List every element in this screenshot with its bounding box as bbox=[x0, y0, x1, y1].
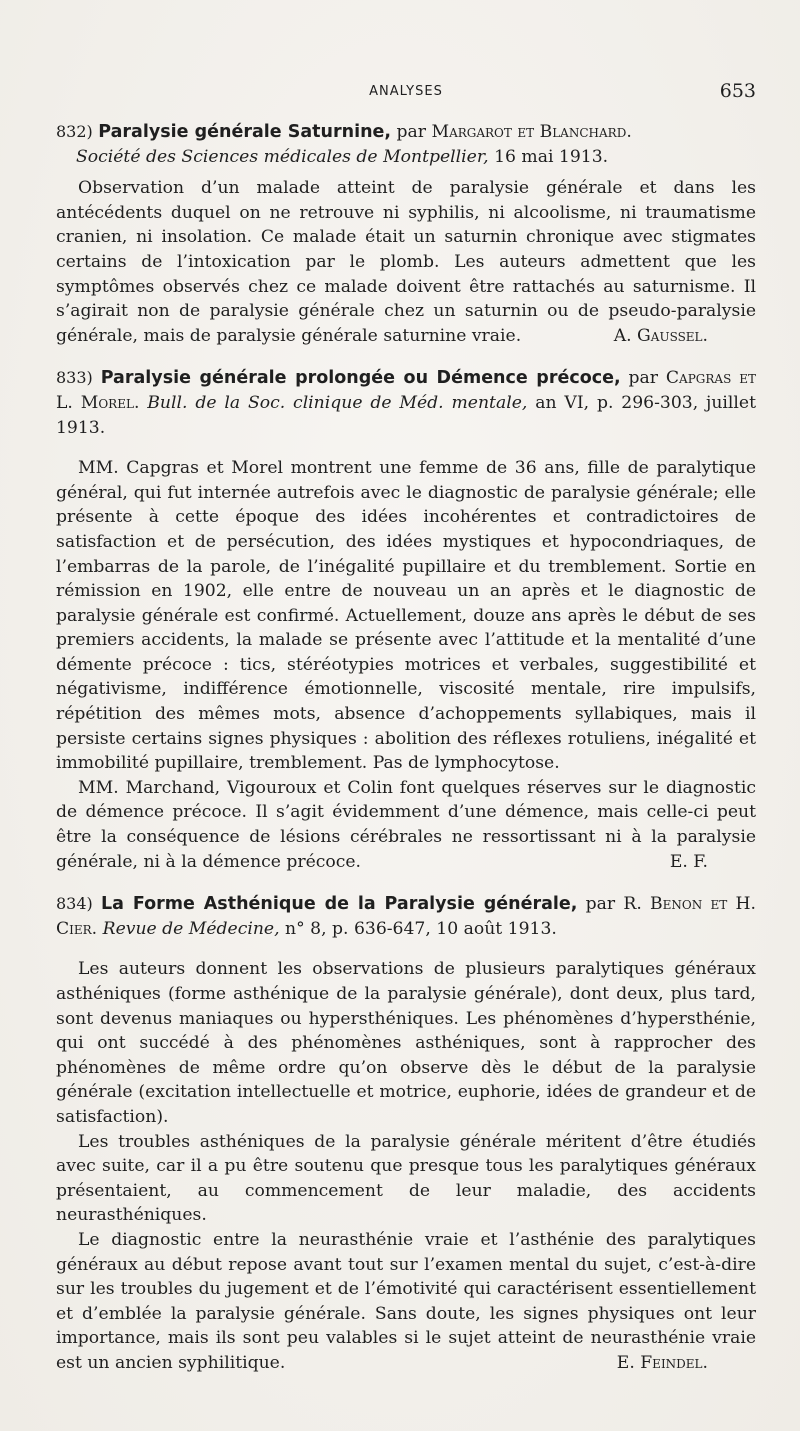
entry-paragraph: MM. Marchand, Vigouroux et Colin font quelques réserves sur le diagnostic de démence précoce. Il s’agit évidemment d’une démence, mais celle-ci peut être la conséquence de lésions cérébrales ne ressortissant ni à la paralysie générale, ni à la démence précoce. E. F. bbox=[56, 776, 756, 874]
entry-832 bbox=[56, 120, 756, 348]
entry-heading bbox=[56, 892, 756, 941]
entry-heading bbox=[56, 366, 756, 440]
page-number: 653 bbox=[719, 80, 756, 102]
entry-paragraph: Les auteurs donnent les observations de plusieurs paralytiques généraux asthéniques (forme asthénique de la paralysie générale), dont deux, plus tard, sont devenus maniaques ou hypersthéniques. Les phénomènes d’hypersthénie, qui ont succédé à des phénomènes asthéniques, sont à rapprocher des phénomènes de même ordre qu’on observe dès le début de la paralysie générale (excitation intellectuelle et motrice, euphorie, idées de grandeur et de satisfaction). bbox=[56, 959, 756, 1127]
entry-date: an VI, p. 296-303, juillet 1913. bbox=[56, 392, 756, 438]
entry-title: La Forme Asthénique de la Paralysie générale, bbox=[101, 894, 578, 915]
entry-paragraph: Observation d’un malade atteint de paralysie générale et dans les antécédents duquel on ne retrouve ni syphilis, ni alcoolisme, ni traumatisme cranien, ni insolation. Ce malade était un saturnin chronique avec stigmates certains de l’intoxication par le plomb. Les auteurs admettent que les symptômes observés chez ce malade doivent être rattachés au saturnisme. Il s’agirait non de paralysie générale chez un saturnin ou de pseudo-paralysie générale, mais de paralysie générale saturnine vraie. A. Gaussel. bbox=[56, 176, 756, 348]
entry-authors: Margarot et Blanchard. bbox=[431, 122, 632, 142]
entry-signature: E. F. bbox=[669, 851, 708, 872]
page-content bbox=[56, 120, 756, 1376]
entry-834 bbox=[56, 892, 756, 1375]
entry-source: Bull. de la Soc. clinique de Méd. mentale, bbox=[147, 392, 528, 413]
entry-authors: R. Benon et H. Cier. bbox=[56, 894, 756, 939]
entry-paragraph: Les troubles asthéniques de la paralysie générale méritent d’être étudiés avec suite, car il a pu être soutenu que presque tous les paralytiques généraux présentaient, au commencement de leur maladie, des accidents neurasthéniques. bbox=[56, 1131, 756, 1226]
entry-authors: Capgras et L. Morel. bbox=[56, 368, 756, 413]
running-header bbox=[56, 80, 756, 108]
entry-date: 16 mai 1913. bbox=[494, 146, 609, 167]
entry-title: Paralysie générale prolongée ou Démence précoce, bbox=[100, 368, 621, 389]
entry-by: par bbox=[396, 122, 426, 142]
entry-title: Paralysie générale Saturnine, bbox=[98, 122, 392, 142]
entry-paragraph: Le diagnostic entre la neurasthénie vraie et l’asthénie des paralytiques généraux au début repose avant tout sur l’examen mental du sujet, c’est-à-dire sur les troubles du jugement et de l’émotivité qui caractérisent essentiellement et d’emblée la paralysie générale. Sans doute, les signes physiques ont leur importance, mais ils sont peu valables si le sujet atteint de neurasthénie vraie est un ancien syphilitique. E. Feindel. bbox=[56, 1228, 756, 1376]
entry-paragraph: MM. Capgras et Morel montrent une femme de 36 ans, fille de paralytique général, qui fut internée autrefois avec le diagnostic de paralysie générale; elle présente à cette époque des idées incohérentes et contradictoires de satisfaction et de persécution, des idées mystiques et hypocondriaques, de l’embarras de la parole, de l’inégalité pupillaire et du tremblement. Sortie en rémission en 1902, elle entre de nouveau un an après et le diagnostic de paralysie générale est confirmé. Actuellement, douze ans après le début de ses premiers accidents, la malade se présente avec l’attitude et la mentalité d’une démente précoce : tics, stéréotypies motrices et verbales, suggestibilité et négativisme, indifférence émotionnelle, viscosité mentale, rire impulsifs, répétition des mêmes mots, absence d’achoppements syllabiques, mais il persiste certains signes physiques : abolition des réflexes rotuliens, inégalité et immobilité pupillaire, tremblement. Pas de lymphocytose. bbox=[56, 458, 756, 774]
entry-number: 834) bbox=[56, 894, 93, 914]
entry-date: n° 8, p. 636-647, 10 août 1913. bbox=[285, 918, 557, 939]
entry-source: Société des Sciences médicales de Montpellier, bbox=[76, 146, 489, 167]
entry-by: par bbox=[628, 368, 658, 389]
entry-number: 833) bbox=[56, 368, 93, 388]
entry-source: Revue de Médecine, bbox=[102, 918, 280, 939]
entry-833 bbox=[56, 366, 756, 874]
entry-heading bbox=[56, 120, 756, 169]
entry-by: par bbox=[585, 894, 616, 915]
entry-number: 832) bbox=[56, 122, 93, 141]
running-title: ANALYSES bbox=[369, 84, 443, 99]
entry-signature: E. Feindel. bbox=[616, 1352, 708, 1373]
entry-signature: A. Gaussel. bbox=[613, 325, 708, 346]
